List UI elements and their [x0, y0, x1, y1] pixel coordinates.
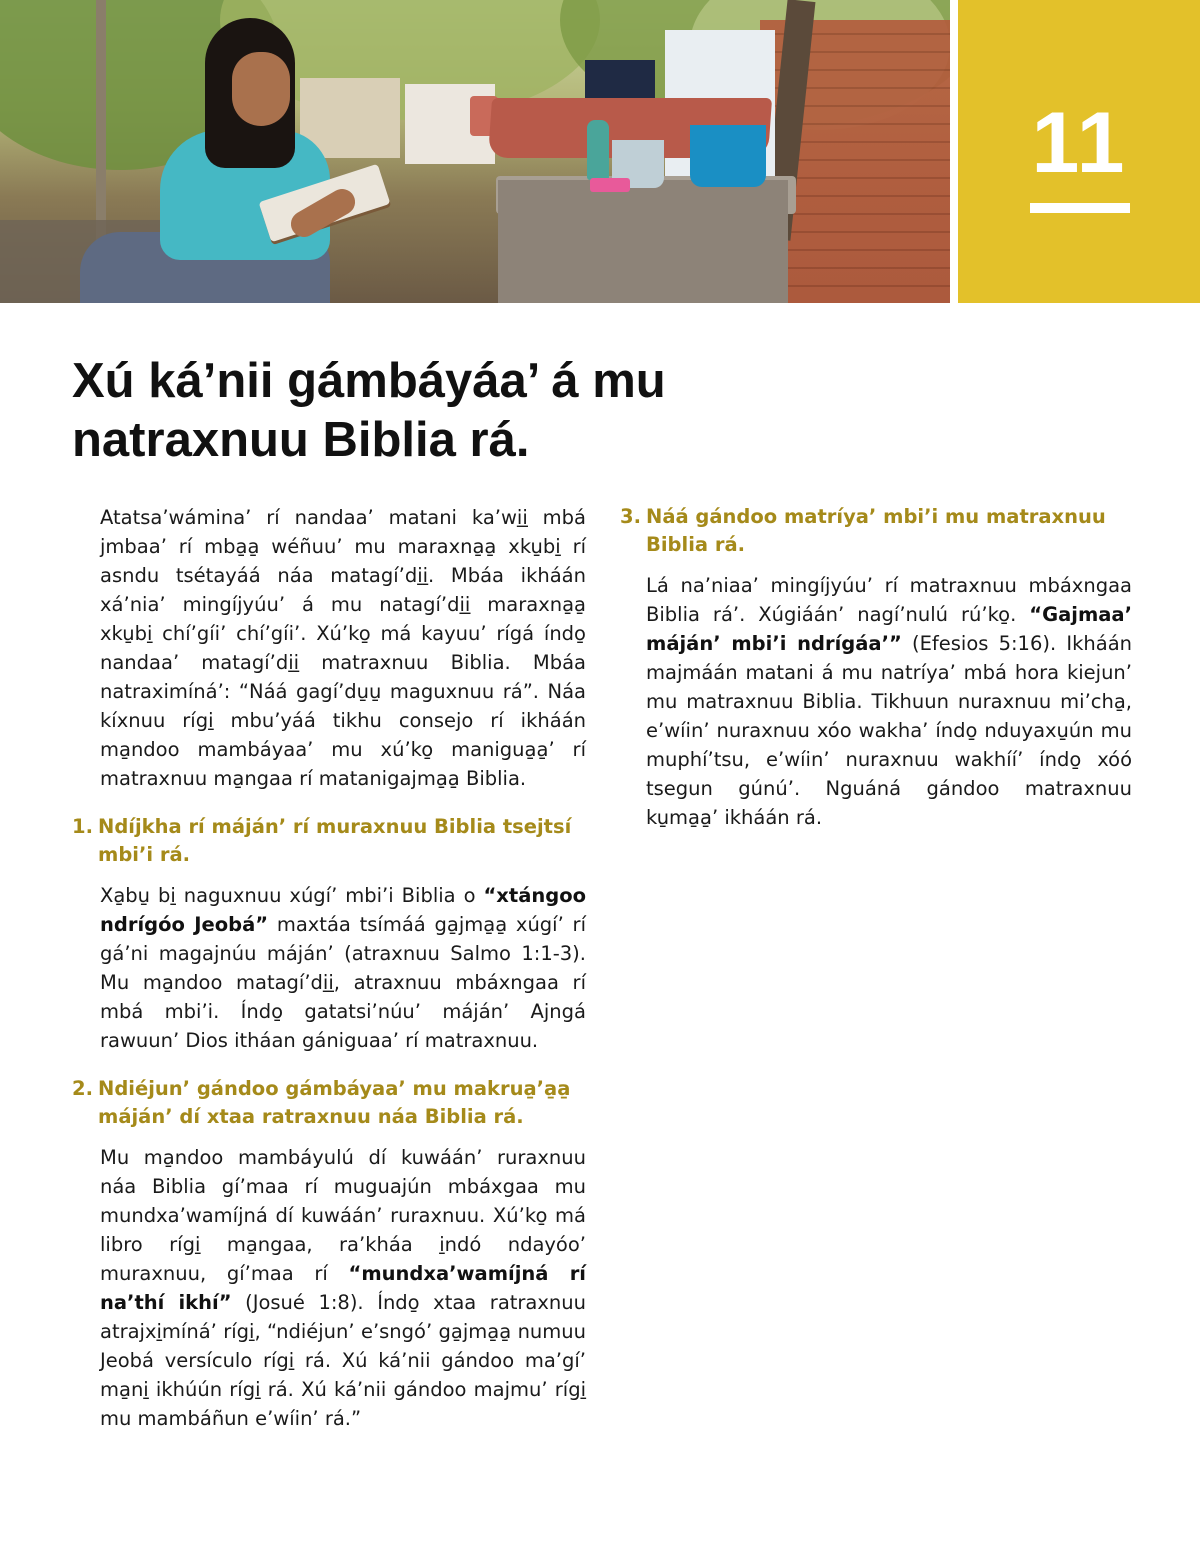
question-text: Náá gándoo matríya’ mbi’i mu matraxnuu Biblia rá. — [646, 505, 1106, 556]
chapter-underline — [1030, 203, 1130, 213]
question-number: 1. — [72, 815, 93, 838]
chapter-number: 11 — [1031, 95, 1127, 191]
body-text: Lá na’niaa’ mingíjyúu’ rí matraxnuu mbáxngaa Biblia rá’. Xúgiáán’ nagí’nulú rú’ko̱. — [646, 574, 1132, 626]
hero-photo — [0, 0, 950, 303]
question-text: Ndíjkha rí máján’ rí muraxnuu Biblia tsejtsí mbi’i rá. — [98, 815, 572, 866]
stone-counter-base — [498, 180, 788, 303]
body-text: Xa̱bu̱ bi̱ naguxnuu xúgí’ mbi’i Biblia o — [100, 884, 484, 907]
right-column — [620, 503, 1132, 852]
lesson-title: Xú ká’nii gámbáyáa’ á mu natraxnuu Biblia rá. — [72, 354, 666, 467]
quote-text: “Gajmaa’ máján’ mbi’i ndrígáa’” — [646, 603, 1132, 655]
question-1 — [72, 813, 584, 869]
woman-face — [232, 52, 290, 126]
section-2-paragraph — [100, 1143, 586, 1433]
body-text: (Josué 1:8). Índo̱ xtaa ratraxnuu atrajxi̱míná’ rígi̱, “ndiéjun’ e’sngó’ ga̱jma̱a̱ numuu Jeobá versículo rígi̱ rá. Xú ká’nii gándoo ma’gí’ ma̱ni̱ ikhúún rígi̱ rá. Xú ká’nii gándoo majmu’ rígi̱ mu mambáñun e’wíin’ rá.” — [100, 1291, 586, 1430]
chapter-tab — [958, 0, 1200, 303]
body-text: maxtáa tsímáá ga̱jma̱a̱ xúgí’ rí gá’ni magajnúu máján’ (atraxnuu Salmo 1:1-3). Mu ma̱ndoo matagí’di̱i̱, atraxnuu mbáxngaa rí mbá mbi’i. Índo̱ gatatsi’núu’ máján’ Ajngá rawuun’ Dios itháan gániguaa’ rí matraxnuu. — [100, 913, 586, 1052]
question-3 — [620, 503, 1132, 559]
question-number: 2. — [72, 1077, 93, 1100]
quote-text: “mundxa’wamíjná rí na’thí ikhí” — [100, 1262, 586, 1314]
intro-paragraph: Atatsa’wámina’ rí nandaa’ matani ka’wi̱i̱ mbá jmbaa’ rí mba̱a̱ wéñuu’ mu maraxna̱a̱ xku̱bi̱ rí asndu tsétayáá náa matagí’di̱i̱. Mbáa ikháán xá’nia’ mingíjyúu’ á mu natagí’di̱i̱ maraxna̱a̱ xku̱bi̱ chí’gíi’ chí’gíi’. Xú’ko̱ má kayuu’ rígá índo̱ nandaa’ matagí’di̱i̱ matraxnuu Biblia. Mbáa natraximíná’: “Náá gagí’du̱u̱ maguxnuu rá”. Náa kíxnuu rígi̱ mbu’yáá tikhu consejo rí ikháán ma̱ndoo mambáyaa’ mu xú’ko̱ manigua̱a̱’ rí matraxnuu ma̱ngaa rí matanigajma̱a̱ Biblia. — [100, 506, 586, 790]
left-column — [72, 503, 586, 1453]
blue-bucket — [690, 125, 766, 187]
sponge — [590, 178, 630, 192]
quote-text: “xtángoo ndrígóo Jeobá” — [100, 884, 586, 936]
section-3-paragraph — [646, 571, 1132, 832]
question-2 — [72, 1075, 584, 1131]
question-number: 3. — [620, 505, 641, 528]
section-1-paragraph — [100, 881, 586, 1055]
question-text: Ndiéjun’ gándoo gámbáyaa’ mu makrua̱’a̱a̱ máján’ dí xtaa ratraxnuu náa Biblia rá. — [98, 1077, 571, 1128]
body-text: (Efesios 5:16). Ikháán majmáán matani á mu natríya’ mbá hora kiejun’ mu matraxnuu Biblia. Tikhuun nuraxnuu mi’cha̱, e’wíin’ nuraxnuu xóo wakha’ índo̱ nduyaxu̱ún mu muphí’tsu, e’wíin’ nuraxnuu wakhíí’ índo̱ xóó tsegun gúnú’. Nguáná gándoo matraxnuu ku̱ma̱a̱’ ikháán rá. — [646, 632, 1132, 829]
body-text: Mu ma̱ndoo mambáyulú dí kuwáán’ ruraxnuu náa Biblia gí’maa rí muguajún mbáxgaa mu mundxa’wamíjná dí kuwáán’ ruraxnuu. Xú’ko̱ má libro rígi̱ ma̱ngaa, ra’kháa i̱ndó ndayóo’ muraxnuu, gí’maa rí — [100, 1146, 586, 1285]
bottle — [587, 120, 609, 180]
